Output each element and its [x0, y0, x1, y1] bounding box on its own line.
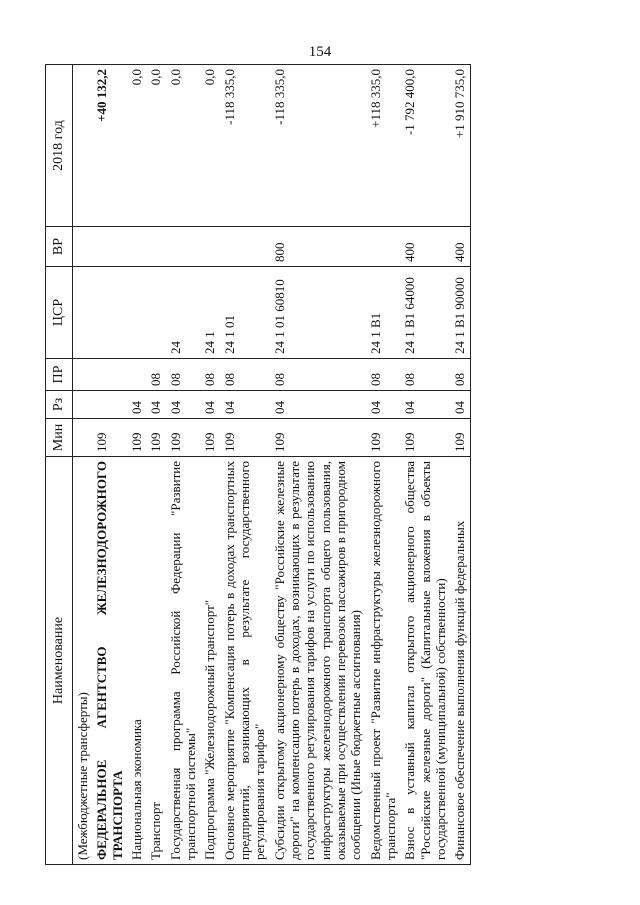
cell-rz: 04: [127, 391, 146, 419]
cell-vr: [220, 227, 270, 267]
cell-csr: 24 1 01 60810: [270, 267, 366, 359]
cell-csr: [73, 267, 93, 359]
page-number: 154: [308, 44, 332, 60]
table-row: [270, 65, 366, 865]
table-row: [146, 65, 165, 865]
cell-vr: [200, 227, 219, 267]
cell-name: Транспорт: [146, 457, 165, 865]
cell-pr: [127, 359, 146, 391]
cell-name: Подпрограмма "Железнодорожный транспорт": [200, 457, 219, 865]
cell-rz: 04: [166, 391, 201, 419]
budget-table: [45, 64, 471, 865]
header-name: Наименование: [46, 457, 73, 865]
cell-amount: 0,0: [166, 65, 201, 227]
cell-amount: -118 335,0: [270, 65, 366, 227]
cell-name: Национальная экономика: [127, 457, 146, 865]
cell-vr: [73, 227, 93, 267]
header-min: Мин: [46, 419, 73, 457]
cell-vr: [166, 227, 201, 267]
header-vr: ВР: [46, 227, 73, 267]
cell-min: 109: [127, 419, 146, 457]
cell-vr: [92, 227, 127, 267]
cell-pr: 08: [220, 359, 270, 391]
cell-name: (Межбюджетные трансферты): [73, 457, 93, 865]
cell-name: Ведомственный проект "Развитие инфраструктуры железнодорожного транспорта": [366, 457, 401, 865]
cell-amount: +40 132,2: [92, 65, 127, 227]
cell-name: Субсидии открытому акционерному обществу "Российские железные дороги" на компенсацию потерь в доходах, возникающих в результате государственного регулирования тарифов на услуги по использованию инфраструктуры железнодорожного транспорта общего пользования, оказываемые при осуществлении перевозок пассажиров в пригородном сообщении (Иные бюджетные ассигнования): [270, 457, 366, 865]
cell-csr: 24 1: [200, 267, 219, 359]
cell-vr: 800: [270, 227, 366, 267]
cell-name: ФЕДЕРАЛЬНОЕ АГЕНТСТВО ЖЕЛЕЗНОДОРОЖНОГО ТРАНСПОРТА: [92, 457, 127, 865]
table-row: [450, 65, 470, 865]
cell-min: 109: [400, 419, 450, 457]
rotated-page-content: [45, 65, 595, 865]
cell-min: [73, 419, 93, 457]
cell-csr: [146, 267, 165, 359]
cell-csr: 24 1 В1 90000: [450, 267, 470, 359]
table-row: [400, 65, 450, 865]
cell-pr: 08: [400, 359, 450, 391]
cell-amount: -1 792 400,0: [400, 65, 450, 227]
table-row: [127, 65, 146, 865]
table-row: [73, 65, 93, 865]
cell-name: Основное мероприятие "Компенсация потерь в доходах транспортных предприятий, возникающих в результате государственного регулирования тарифов": [220, 457, 270, 865]
cell-min: 109: [366, 419, 401, 457]
table-row: [92, 65, 127, 865]
header-rz: Рз: [46, 391, 73, 419]
cell-min: 109: [450, 419, 470, 457]
cell-name: Финансовое обеспечение выполнения функций федеральных: [450, 457, 470, 865]
cell-min: 109: [92, 419, 127, 457]
cell-min: 109: [200, 419, 219, 457]
cell-vr: [146, 227, 165, 267]
cell-pr: [92, 359, 127, 391]
header-year: 2018 год: [46, 65, 73, 227]
cell-name: Государственная программа Российской Федерации "Развитие транспортной системы": [166, 457, 201, 865]
cell-rz: 04: [450, 391, 470, 419]
cell-csr: 24 1 В1: [366, 267, 401, 359]
cell-vr: 400: [450, 227, 470, 267]
cell-pr: [73, 359, 93, 391]
cell-amount: 0,0: [127, 65, 146, 227]
table-body: [73, 65, 471, 865]
cell-csr: 24: [166, 267, 201, 359]
cell-csr: 24 1 01: [220, 267, 270, 359]
header-pr: ПР: [46, 359, 73, 391]
table-header-row: [46, 65, 73, 865]
table-row: [166, 65, 201, 865]
cell-rz: [73, 391, 93, 419]
cell-pr: 08: [200, 359, 219, 391]
cell-pr: 08: [450, 359, 470, 391]
cell-rz: [92, 391, 127, 419]
cell-min: 109: [270, 419, 366, 457]
cell-rz: 04: [200, 391, 219, 419]
cell-csr: [127, 267, 146, 359]
cell-amount: 0,0: [146, 65, 165, 227]
cell-amount: +1 910 735,0: [450, 65, 470, 227]
cell-amount: +118 335,0: [366, 65, 401, 227]
cell-vr: [366, 227, 401, 267]
header-csr: ЦСР: [46, 267, 73, 359]
cell-amount: [73, 65, 93, 227]
cell-rz: 04: [400, 391, 450, 419]
cell-amount: 0,0: [200, 65, 219, 227]
cell-pr: 08: [270, 359, 366, 391]
cell-rz: 04: [146, 391, 165, 419]
cell-min: 109: [166, 419, 201, 457]
cell-min: 109: [146, 419, 165, 457]
cell-pr: 08: [166, 359, 201, 391]
cell-name: Взнос в уставный капитал открытого акционерного общества "Российские железные дороги" (Капитальные вложения в объекты государственной (муниципальной) собственности): [400, 457, 450, 865]
cell-csr: [92, 267, 127, 359]
cell-rz: 04: [366, 391, 401, 419]
cell-csr: 24 1 В1 64000: [400, 267, 450, 359]
table-row: [366, 65, 401, 865]
cell-rz: 04: [270, 391, 366, 419]
cell-min: 109: [220, 419, 270, 457]
cell-vr: 400: [400, 227, 450, 267]
cell-pr: 08: [366, 359, 401, 391]
table-row: [200, 65, 219, 865]
cell-amount: -118 335,0: [220, 65, 270, 227]
cell-vr: [127, 227, 146, 267]
table-row: [220, 65, 270, 865]
cell-pr: 08: [146, 359, 165, 391]
cell-rz: 04: [220, 391, 270, 419]
